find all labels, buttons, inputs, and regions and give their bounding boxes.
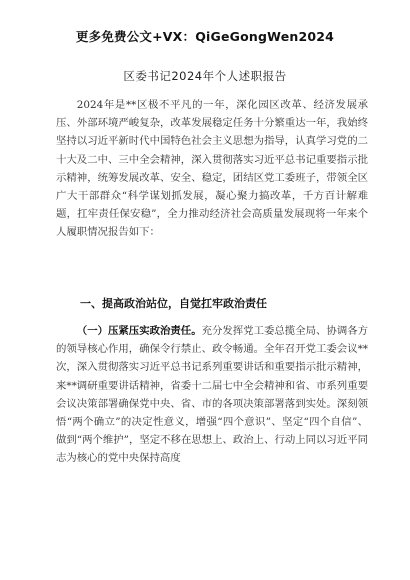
body-paragraph bbox=[56, 322, 368, 468]
section-heading: 一、提高政治站位，自觉扛牢政治责任 bbox=[80, 297, 267, 310]
document-title: 区委书记2024年个人述职报告 bbox=[123, 69, 287, 83]
intro-paragraph: 2024年是**区极不平凡的一年，深化园区改革、经济发展承压、外部环境严峻复杂，改革发展稳定任务十分繁重达一年，我始终坚持以习近平新时代中国特色社会主义思想为指导，认真学习党的二十大及二中、三中全会精神，深入贯彻落实习近平总书记重要指示批示精神，统筹发展改革、安全、稳定，团结区党工委班子，带领全区广大干部群众“科学谋划抓发展，凝心聚力搞改革，千方百计解难题，扛牢责任保安稳”，全力推动经济社会高质量发展现将一年来个人履职情况报告如下： bbox=[56, 99, 368, 239]
page-header: 更多免费公文+VX：QiGeGongWen2024 bbox=[75, 29, 335, 44]
subsection-text: 充分发挥党工委总揽全局、协调各方的领导核心作用，确保令行禁止、政令畅通。全年召开党工委会议**次，深入贯彻落实习近平总书记系列重要讲话和重要指示批示精神，来**调研重要讲话精神，省委十二届七中全会精神和省、市系列重要会议决策部署确保党中央、省、市的各项决策部署落到实处。深刻领悟“两个确立”的决定性意义，增强“四个意识”、坚定“四个自信”、做到“两个维护”，坚定不移在思想上、政治上、行动上同以习近平同志为核心的党中央保持高度 bbox=[56, 325, 369, 465]
subsection-lead: （一）压紧压实政治责任。 bbox=[76, 325, 202, 337]
